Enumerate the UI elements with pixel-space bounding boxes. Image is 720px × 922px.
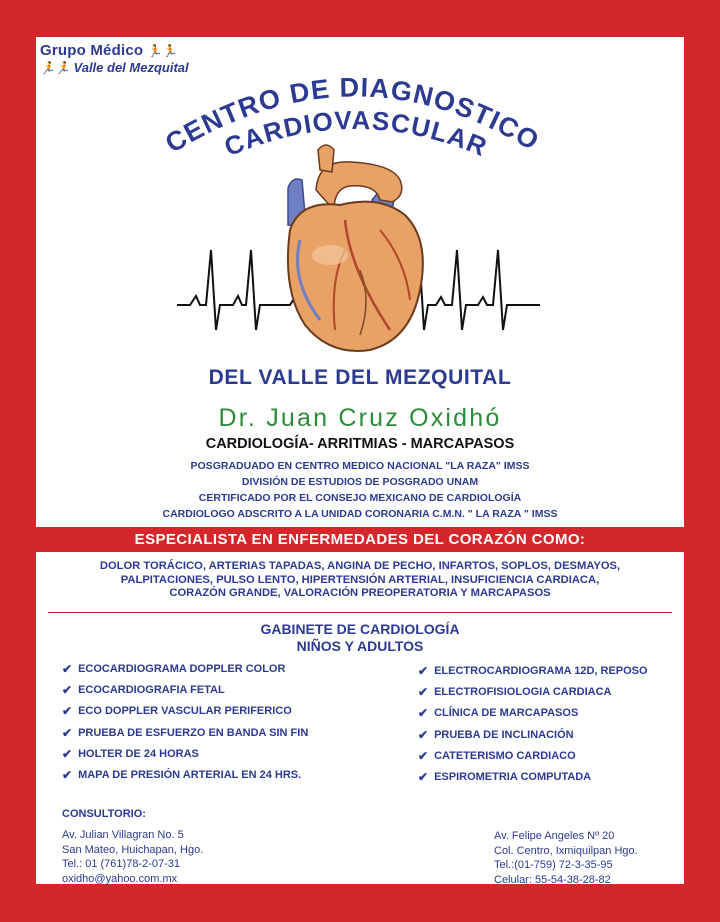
address-line: Av. Felipe Angeles Nº 20 [494, 830, 615, 842]
running-figure-icon: 🏃 [147, 44, 163, 58]
check-icon: ✔ [62, 767, 73, 782]
service-item: ✔ ECOCARDIOGRAMA DOPPLER COLOR [62, 662, 286, 676]
address-line: Av. Julian Villagran No. 5 [62, 829, 184, 841]
check-icon: ✔ [418, 727, 429, 742]
service-item: ✔ HOLTER DE 24 HORAS [62, 746, 199, 761]
service-item: ✔ ECOCARDIOGRAFIA FETAL [62, 683, 225, 698]
gabinete-title: GABINETE DE CARDIOLOGÍA [260, 621, 460, 637]
specialist-banner: ESPECIALISTA EN ENFERMEDADES DEL CORAZÓN COMO: [134, 531, 586, 548]
services-left-list [62, 663, 308, 790]
heart-graphic [0, 0, 720, 380]
logo-line1: Grupo Médico [40, 42, 144, 59]
service-item: ✔ CATETERISMO CARDIACO [418, 748, 576, 763]
check-icon: ✔ [418, 685, 429, 700]
services-right-list [418, 665, 648, 792]
running-figure-icon: 🏃 [40, 61, 55, 75]
service-item: ✔ CLÍNICA DE MARCAPASOS [418, 706, 579, 721]
check-icon: ✔ [418, 769, 429, 784]
check-icon: ✔ [62, 746, 73, 761]
phone-line: Tel.:(01-759) 72-3-35-95 [494, 859, 613, 871]
check-icon: ✔ [62, 704, 73, 719]
service-item: ✔ ELECTROCARDIOGRAMA 12D, REPOSO [418, 664, 648, 678]
phone-line: Tel.: 01 (761)78-2-07-31 [62, 858, 181, 870]
email-link[interactable]: oxidho@yahoo.com.mx [62, 872, 178, 885]
logo-line2: Valle del Mezquital [73, 60, 189, 75]
title-line2: CARDIOVASCULAR [219, 104, 492, 163]
check-icon: ✔ [62, 662, 73, 676]
symptoms-line: CORAZÓN GRANDE, VALORACIÓN PREOPERATORIA Y MARCAPASOS [169, 587, 551, 599]
running-figure-icon: 🏃 [162, 44, 178, 58]
running-figure-icon: 🏃 [54, 61, 70, 75]
service-item: ✔ MAPA DE PRESIÓN ARTERIAL EN 24 HRS. [62, 767, 302, 782]
credential: DIVISIÓN DE ESTUDIOS DE POSGRADO UNAM [241, 476, 479, 488]
specialties: CARDIOLOGÍA- ARRITMIAS - MARCAPASOS [205, 436, 515, 452]
service-item: ✔ ELECTROFISIOLOGIA CARDIACA [418, 685, 612, 700]
consultorio-label: CONSULTORIO: [62, 808, 146, 820]
symptoms-text [36, 560, 684, 601]
check-icon: ✔ [62, 683, 73, 698]
check-icon: ✔ [418, 748, 429, 763]
credential: CARDIOLOGO ADSCRITO A LA UNIDAD CORONARIA C.M.N. " LA RAZA " IMSS [162, 508, 558, 520]
section-divider [48, 612, 672, 613]
service-item: ✔ PRUEBA DE ESFUERZO EN BANDA SIN FIN [62, 725, 309, 740]
address-left [62, 828, 203, 886]
address-line: San Mateo, Huichapan, Hgo. [62, 843, 204, 856]
service-item: ✔ PRUEBA DE INCLINACIÓN [418, 727, 574, 742]
cellphone-line: Celular: 55-54-38-28-82 [494, 873, 611, 886]
symptoms-line: PALPITACIONES, PULSO LENTO, HIPERTENSIÓN ARTERIAL, INSUFICIENCIA CARDIACA, [120, 573, 600, 586]
gabinete-subtitle: NIÑOS Y ADULTOS [296, 638, 424, 654]
subtitle: DEL VALLE DEL MEZQUITAL [208, 366, 512, 389]
title-line1: CENTRO DE DIAGNOSTICO [160, 72, 545, 159]
credential: CERTIFICADO POR EL CONSEJO MEXICANO DE CARDIOLOGÍA [198, 492, 522, 504]
address-line: Col. Centro, Ixmiquilpan Hgo. [494, 844, 638, 857]
heart-icon [288, 145, 423, 351]
check-icon: ✔ [418, 664, 429, 678]
check-icon: ✔ [418, 706, 429, 721]
symptoms-line: DOLOR TORÁCICO, ARTERIAS TAPADAS, ANGINA DE PECHO, INFARTOS, SOPLOS, DESMAYOS, [99, 560, 621, 572]
address-right [494, 829, 638, 887]
doctor-name: Dr. Juan Cruz Oxidhó [218, 404, 502, 432]
credential: POSGRADUADO EN CENTRO MEDICO NACIONAL "LA RAZA" IMSS [190, 460, 530, 472]
service-item: ✔ ECO DOPPLER VASCULAR PERIFERICO [62, 704, 292, 719]
service-item: ✔ ESPIROMETRIA COMPUTADA [418, 769, 592, 784]
check-icon: ✔ [62, 725, 73, 740]
